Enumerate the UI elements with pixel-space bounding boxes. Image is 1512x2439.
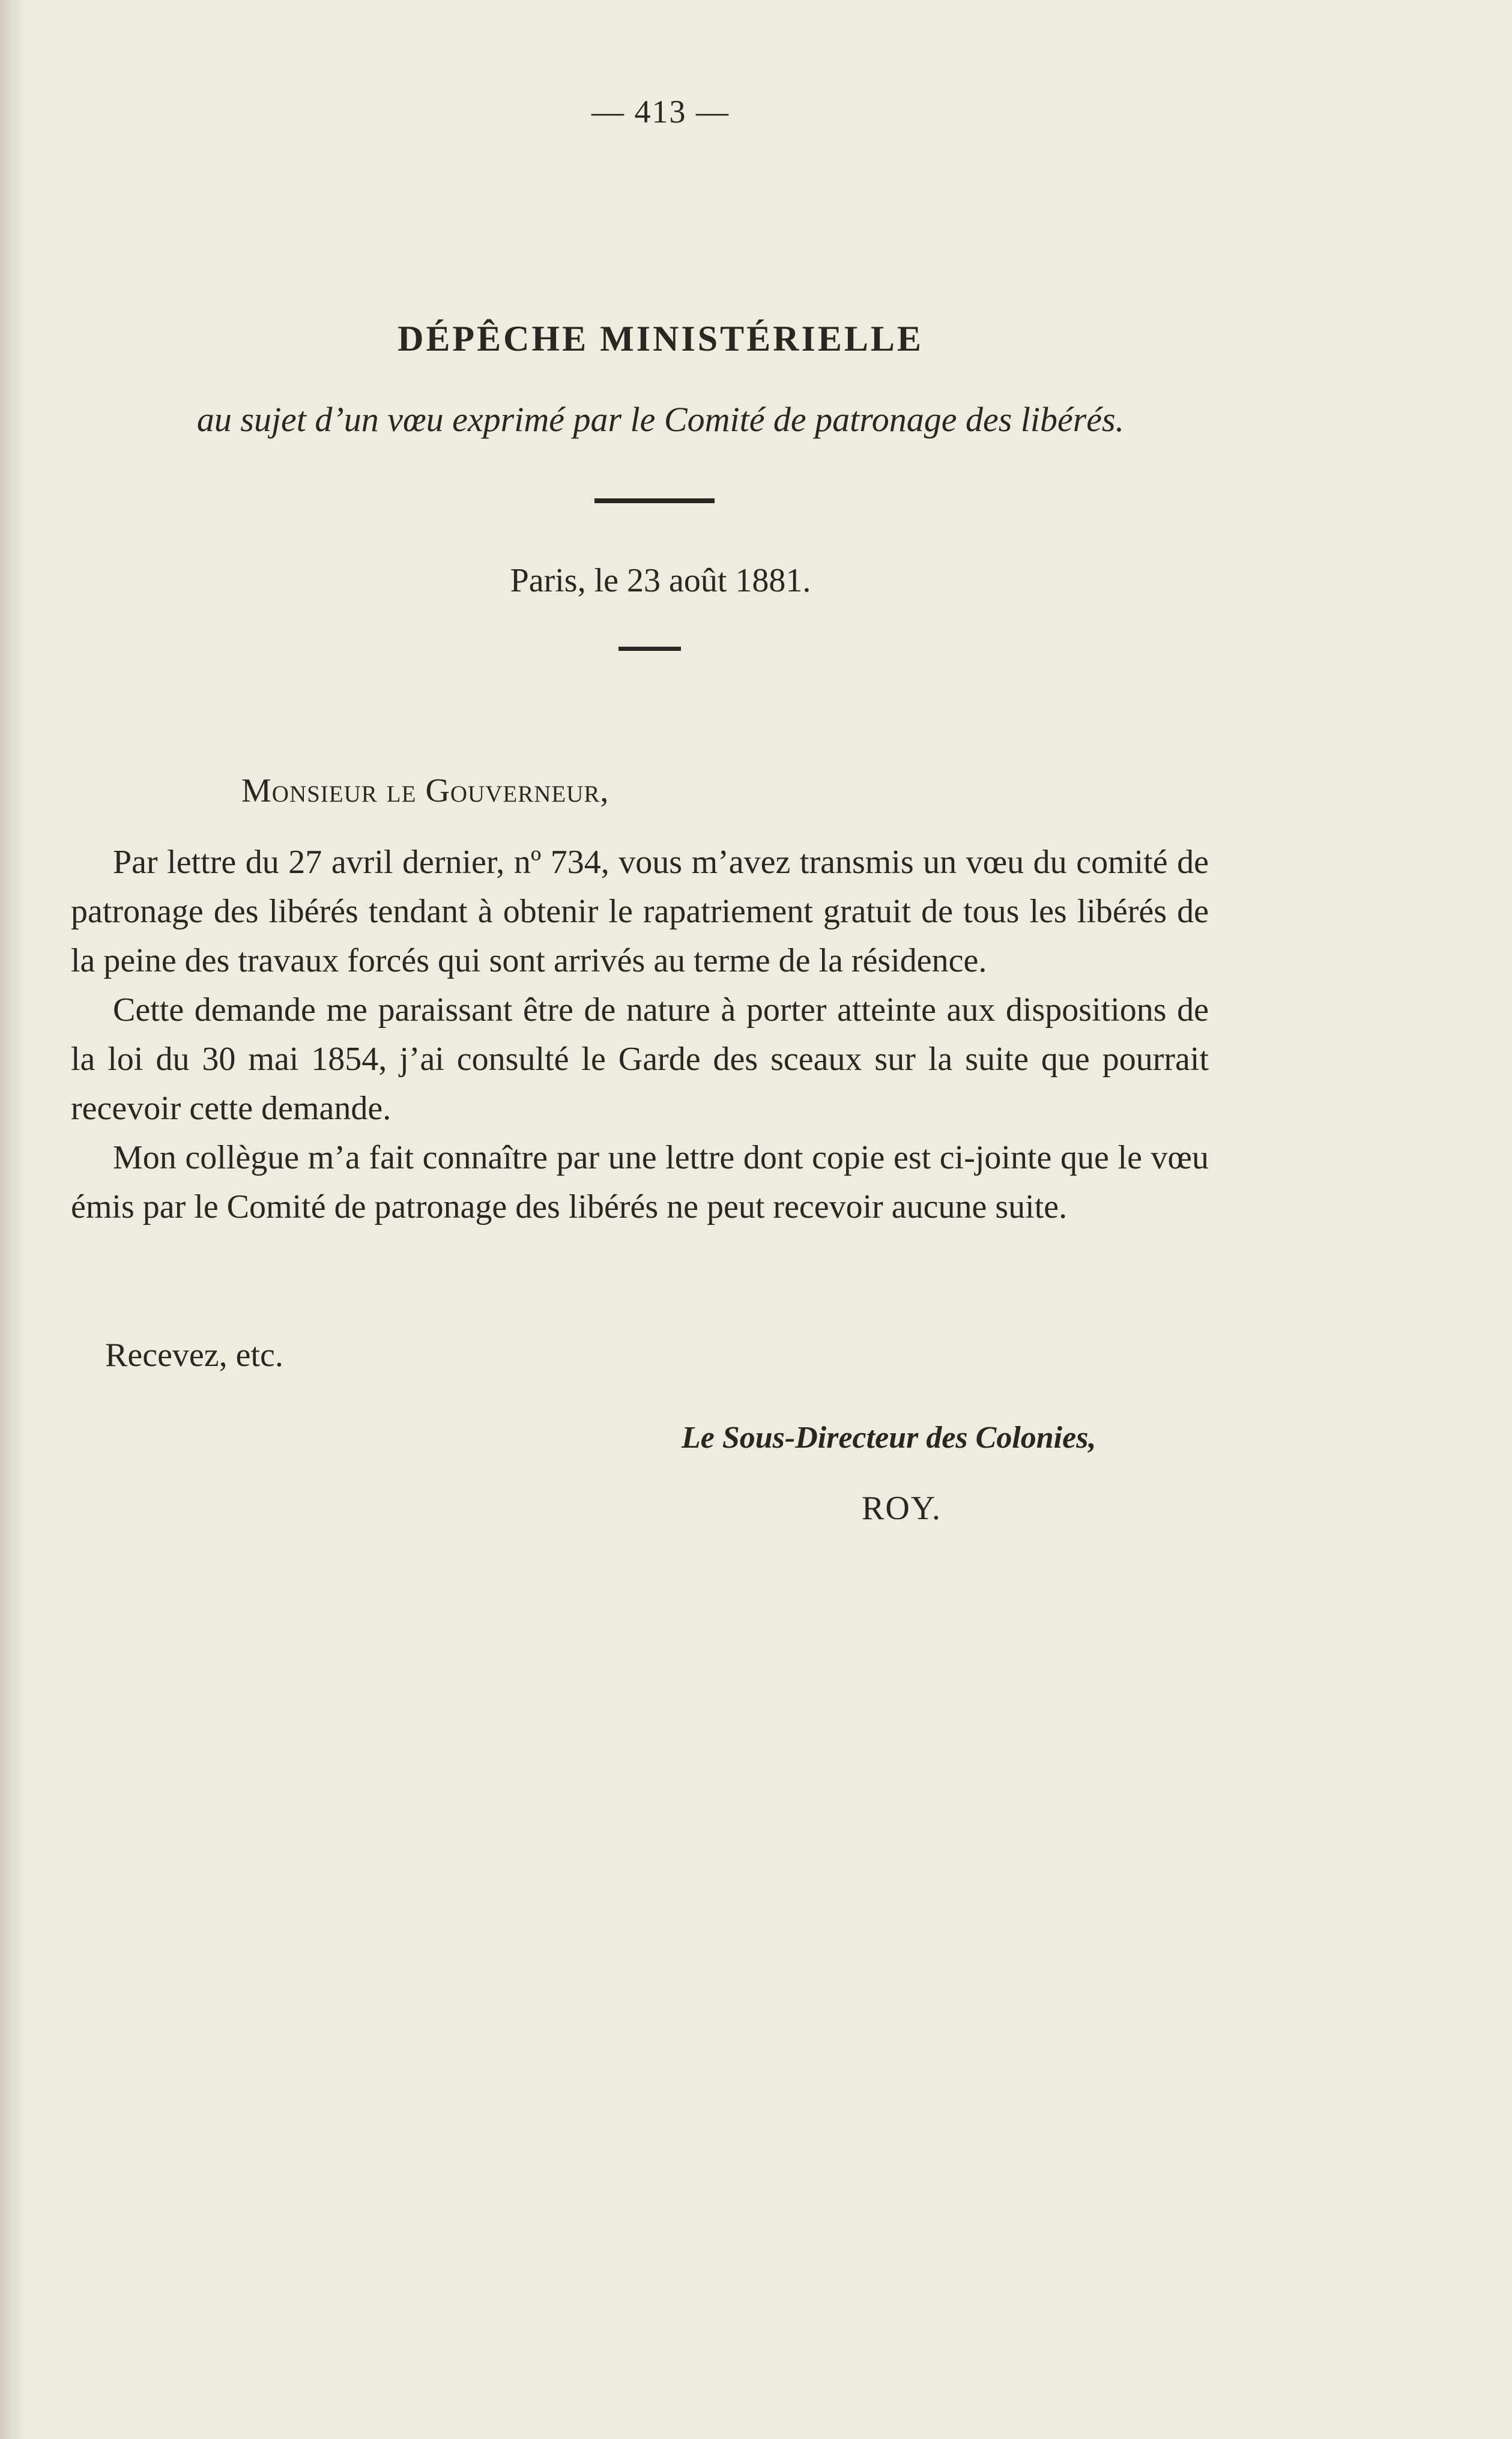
salutation: Monsieur le Gouverneur,: [241, 772, 609, 809]
body-paragraph: Cette demande me paraissant être de nature à porter atteinte aux dispositions de la loi du 30 mai 1854, j’ai consulté le Garde des sceaux sur la suite que pourrait recevoir cette demande.: [71, 991, 1209, 1127]
document-title: DÉPÊCHE MINISTÉRIELLE: [398, 319, 924, 358]
body-paragraph: Par lettre du 27 avril dernier, nº 734, vous m’avez transmis un vœu du comité de patronage des libérés tendant à obtenir le rapatriement gratuit de tous les libérés de la peine des travaux forcés qui sont arrivés au terme de la résidence.: [71, 844, 1209, 979]
body-paragraph: Mon collègue m’a fait connaître par une lettre dont copie est ci-jointe que le vœu émis par le Comité de patronage des libérés ne peut recevoir aucune suite.: [71, 1139, 1209, 1226]
signer-title: Le Sous-Directeur des Colonies,: [682, 1421, 1096, 1455]
page-number: — 413 —: [591, 94, 730, 130]
letter-body: [71, 838, 1209, 1232]
signer-name: ROY.: [862, 1490, 942, 1527]
dateline: Paris, le 23 août 1881.: [510, 562, 811, 599]
closing-formula: Recevez, etc.: [105, 1337, 283, 1374]
dateline-divider: [618, 647, 681, 651]
document-subtitle: au sujet d’un vœu exprimé par le Comité de patronage des libérés.: [196, 400, 1125, 439]
page-edge-shadow: [0, 0, 24, 2439]
title-divider: [594, 498, 715, 503]
